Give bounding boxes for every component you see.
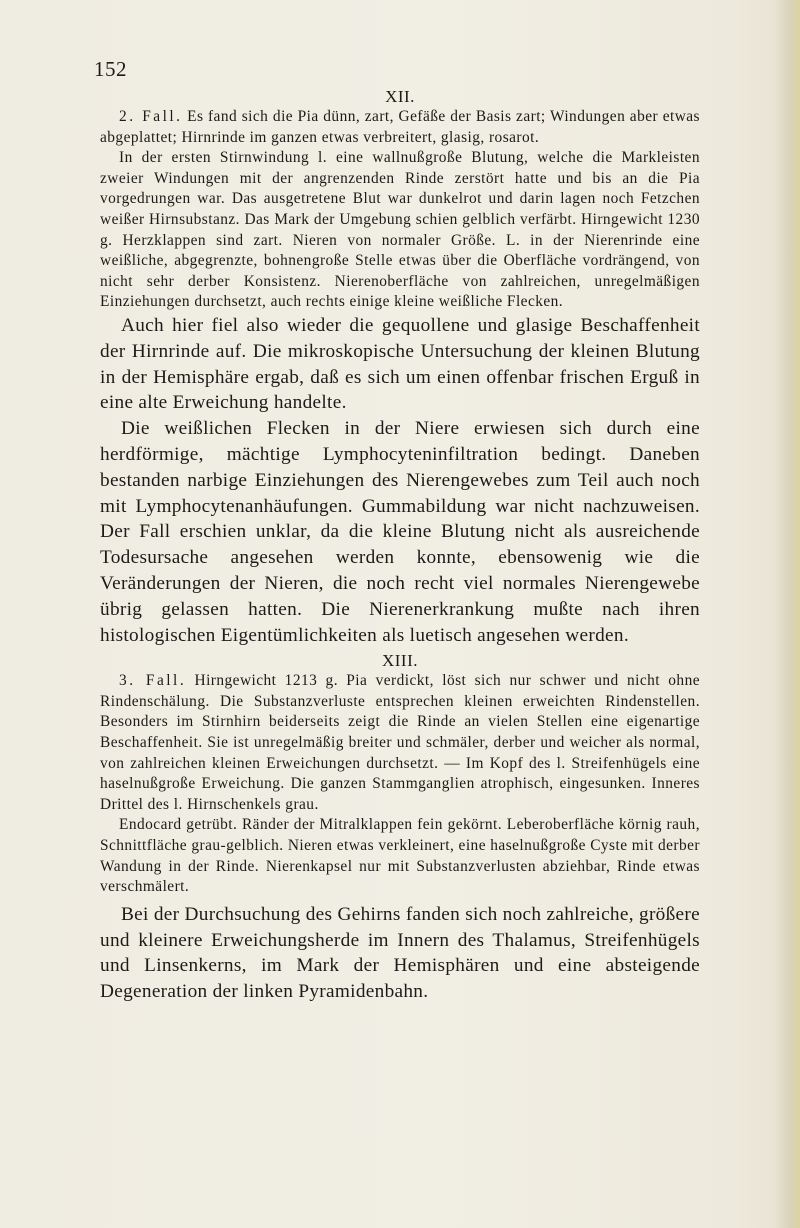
case-2-discussion: [100, 313, 700, 648]
case-2-paragraph-1: [100, 107, 700, 148]
case-3-paragraph-1: [100, 671, 700, 815]
case-2-paragraph-1-text: Es fand sich die Pia dünn, zart, Gefäße der Basis zart; Windungen aber etwas abgeplattet; Hirnrinde im ganzen etwas verbreitert, glasig, rosarot.: [100, 108, 700, 146]
section-heading-xii: XII.: [385, 87, 415, 106]
case-3-paragraph-2: Endocard getrübt. Ränder der Mitralklappen fein gekörnt. Leberoberfläche körnig rauh, Schnittfläche grau-gelblich. Nieren etwas verkleinert, eine haselnußgroße Cyste mit derber Wandung in der Rinde. Nierenkapsel nur mit Substanzverlusten abziehbar, Rinde etwas verschmälert.: [100, 816, 700, 896]
page-body: [100, 85, 700, 1005]
case-3-paragraph-1-text: Hirngewicht 1213 g. Pia verdickt, löst sich nur schwer und nicht ohne Rindenschälung. Die Substanzverluste entsprechen kleinen erweichten Rindenstellen. Besonders im Stirnhirn beiderseits zeigt die Rinde an vielen Stellen eine eigenartige Beschaffenheit. Sie ist unregelmäßig breiter und schmäler, derber und weicher als normal, von zahlreichen kleinen Erweichungen durchsetzt. — Im Kopf des l. Streifenhügels eine haselnußgroße Erweichung. Die ganzen Stammganglien atrophisch, eingesunken. Inneres Drittel des l. Hirnschenkels grau.: [100, 672, 700, 813]
case-3-discussion-paragraph-1: Bei der Durchsuchung des Gehirns fanden sich noch zahlreiche, größere und kleinere Erweichungsherde im Innern des Thalamus, Streifenhügels und Linsenkerns, im Mark der Hemisphären und eine absteigende Degeneration der linken Pyramidenbahn.: [100, 903, 700, 1003]
case-3-label: 3. Fall.: [119, 672, 187, 690]
section-heading-xiii: XIII.: [381, 651, 418, 671]
case-3-findings: [100, 671, 700, 898]
case-2-findings: [100, 107, 700, 313]
case-2-paragraph-2: In der ersten Stirnwindung l. eine wallnußgroße Blutung, welche die Markleisten zweier Windungen mit der angrenzenden Rinde zerstört hatte und bis an die Pia vorgedrungen war. Das ausgetretene Blut war dunkelrot und darin lagen noch Fetzchen weißer Hirnsubstanz. Das Mark der Umgebung schien gelblich verfärbt. Hirngewicht 1230 g. Herzklappen sind zart. Nieren von normaler Größe. L. in der Nierenrinde eine weißliche, abgegrenzte, bohnengroße Stelle etwas über die Oberfläche vordrängend, von nicht sehr derber Konsistenz. Nierenoberfläche von zahlreichen, unregelmäßigen Einziehungen durchsetzt, auch rechts einige kleine weißliche Flecken.: [100, 149, 700, 311]
page-number: 152: [94, 57, 127, 81]
case-2-discussion-paragraph-2: Die weißlichen Flecken in der Niere erwiesen sich durch eine herdförmige, mächtige Lymphocyteninfiltration bedingt. Daneben bestanden narbige Einziehungen des Nierengewebes zum Teil auch noch mit Lymphocytenanhäufungen. Gummabildung war nicht nachzuweisen. Der Fall erschien unklar, da die kleine Blutung nicht als ausreichende Todesursache angesehen werden konnte, ebensowenig wie die Veränderungen der Nieren, die noch recht viel normales Nierengewebe übrig gelassen hatten. Die Nierenerkrankung mußte nach ihren histologischen Eigentümlichkeiten als luetisch angesehen werden.: [100, 418, 700, 646]
case-2-discussion-paragraph-1: Auch hier fiel also wieder die gequollene und glasige Beschaffenheit der Hirnrinde auf. Die mikroskopische Untersuchung der kleinen Blutung in der Hemisphäre ergab, daß es sich um einen offenbar frischen Erguß in eine alte Erweichung handelte.: [100, 314, 700, 414]
case-3-discussion: [100, 902, 700, 1005]
case-2-label: 2. Fall.: [119, 108, 183, 125]
page-edge-shadow: [774, 0, 800, 1228]
